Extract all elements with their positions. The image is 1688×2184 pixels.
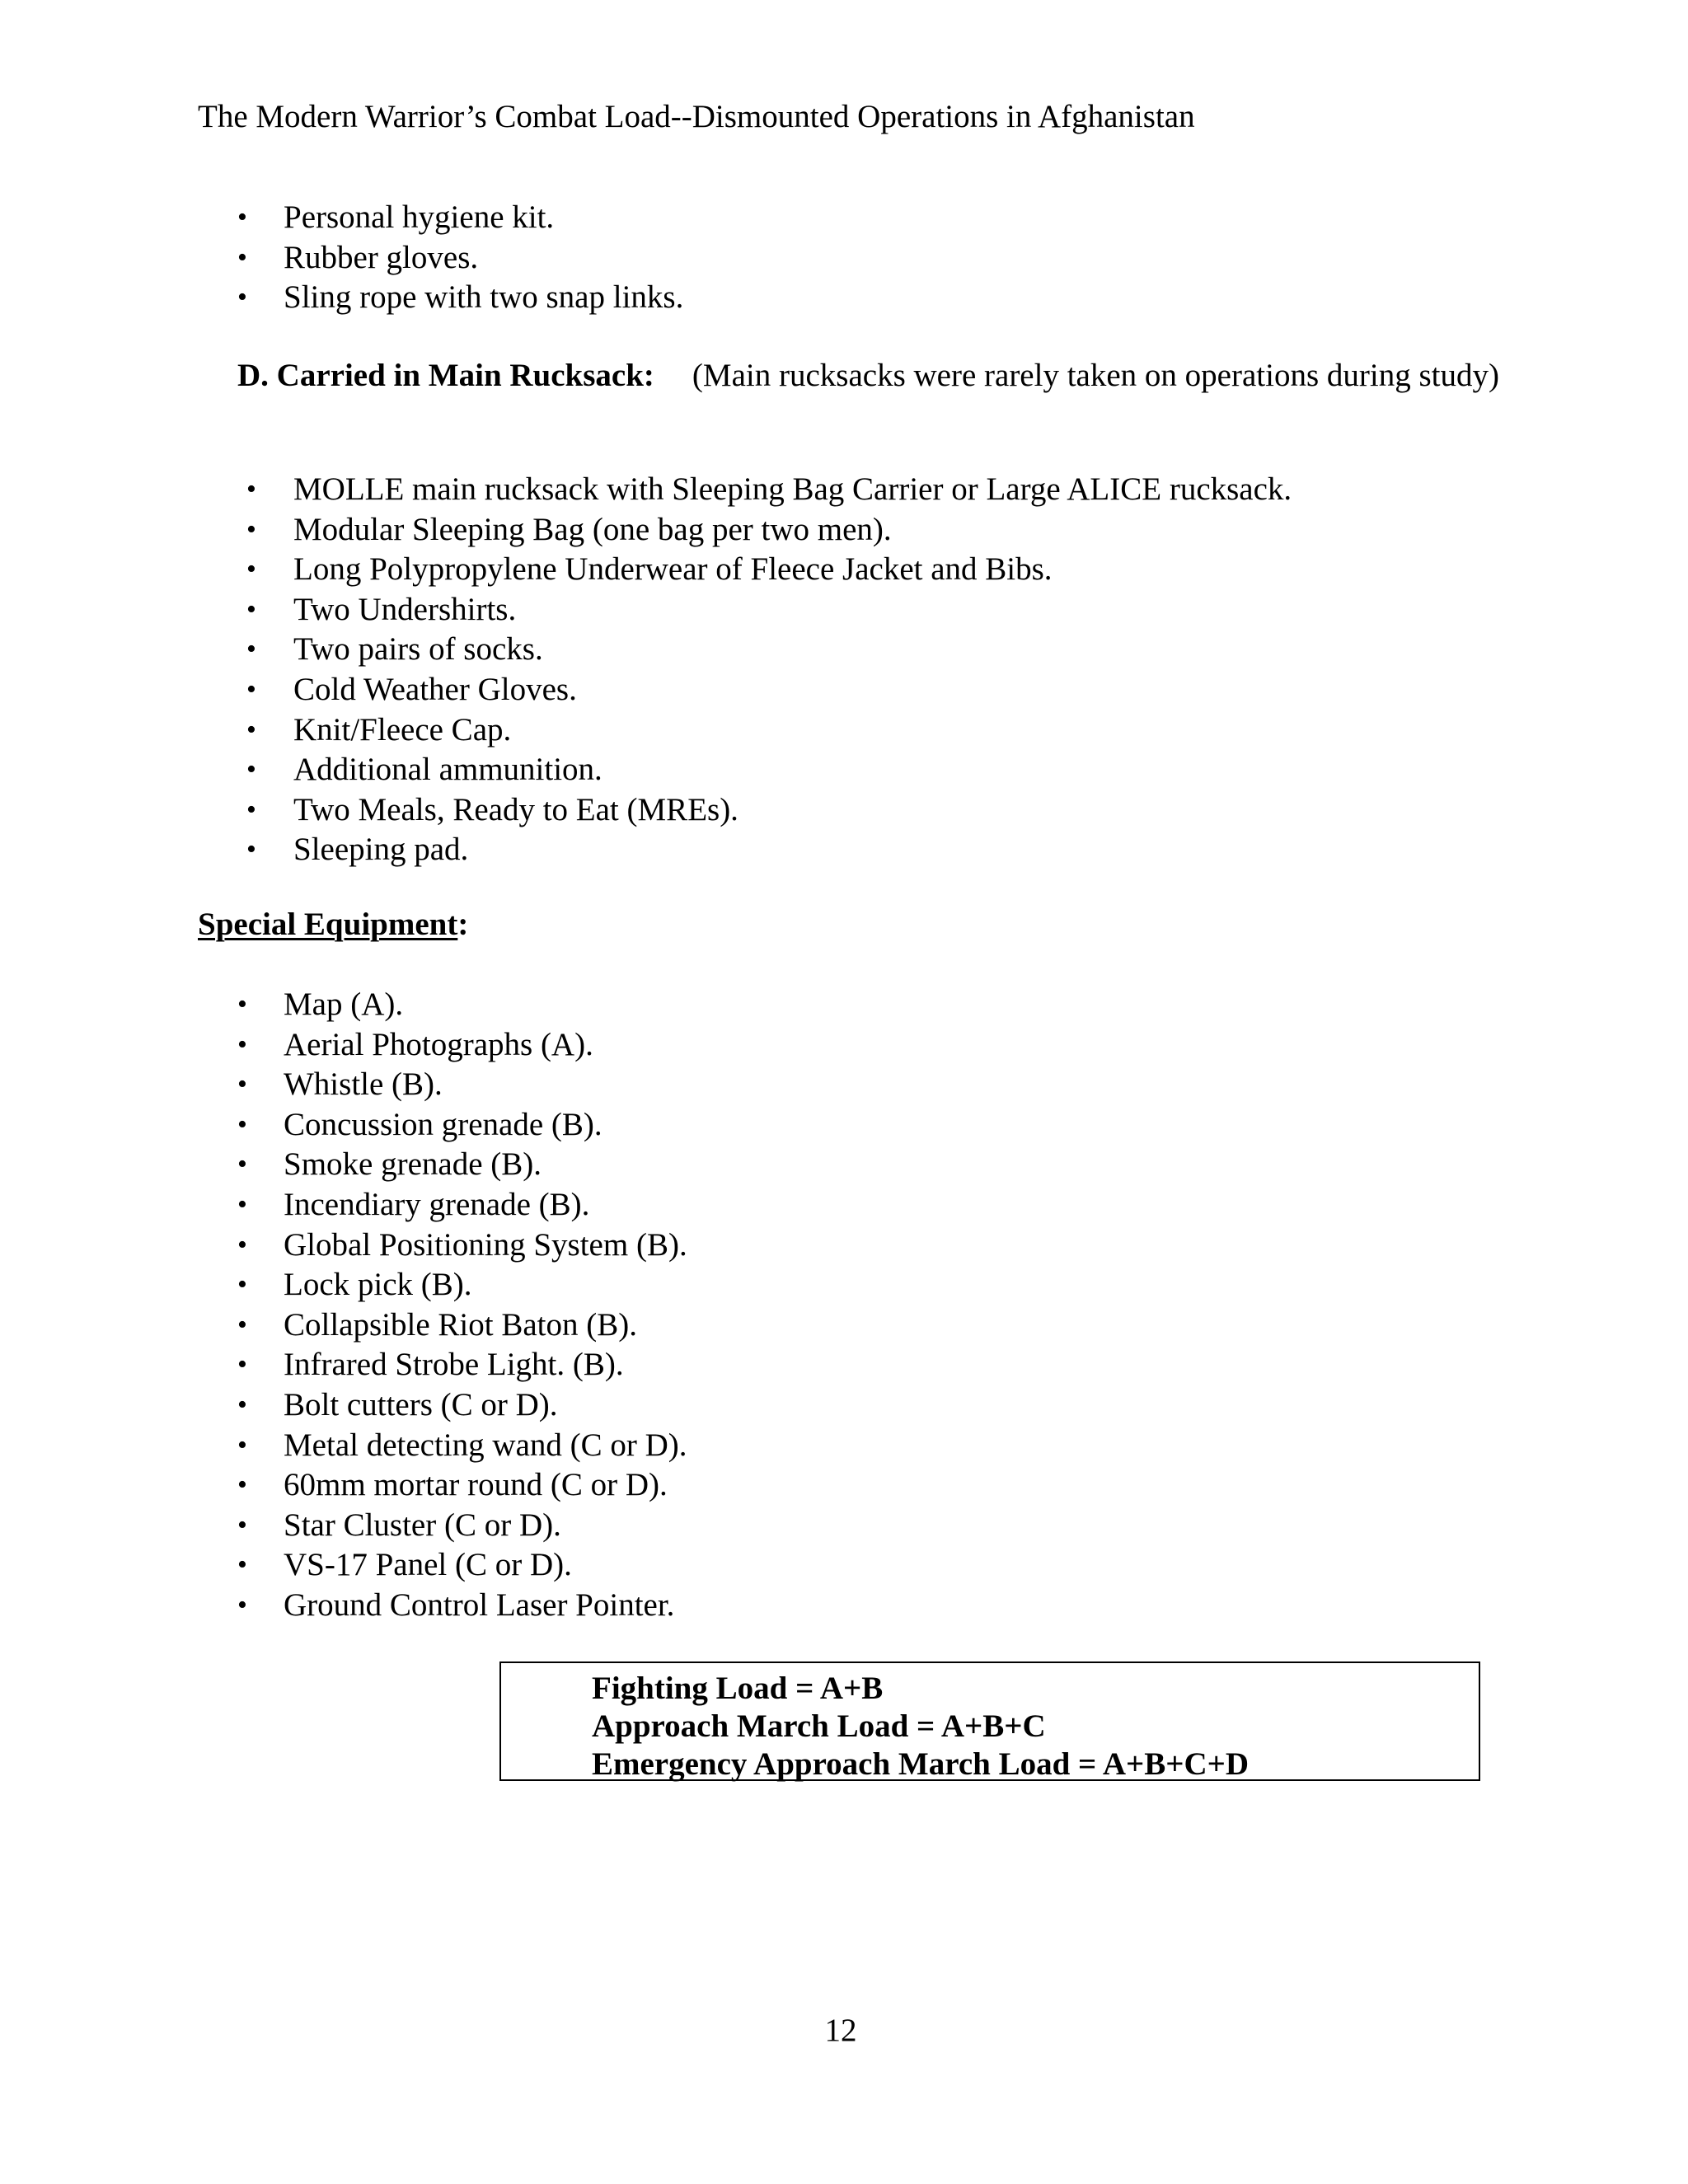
bullet-icon: • xyxy=(246,634,256,665)
load-formula-box xyxy=(499,1661,1480,1781)
list-item-text: Personal hygiene kit. xyxy=(284,199,555,235)
list-item xyxy=(246,750,1292,790)
bullet-icon: • xyxy=(237,282,247,313)
emergency-approach-march-load-formula: Emergency Approach March Load = A+B+C+D xyxy=(592,1746,1250,1782)
list-item-text: Collapsible Riot Baton (B). xyxy=(284,1306,637,1343)
bullet-icon: • xyxy=(237,1029,247,1060)
list-item xyxy=(246,790,1292,831)
list-item xyxy=(246,710,1292,751)
bullet-icon: • xyxy=(246,834,256,865)
list-item-text: Incendiary grenade (B). xyxy=(284,1186,590,1222)
section-d-note: (Main rucksacks were rarely taken on operations during study) xyxy=(692,358,1499,393)
list-item xyxy=(237,1185,687,1226)
list-item-text: VS-17 Panel (C or D). xyxy=(284,1547,572,1583)
list-item-text: Aerial Photographs (A). xyxy=(284,1026,593,1062)
list-item-text: Long Polypropylene Underwear of Fleece Jacket and Bibs. xyxy=(293,551,1053,588)
list-item xyxy=(237,1025,687,1066)
list-item xyxy=(237,1586,687,1626)
approach-march-load-formula: Approach March Load = A+B+C xyxy=(592,1708,1046,1744)
bullet-icon: • xyxy=(237,1149,247,1180)
list-item-text: Two pairs of socks. xyxy=(293,631,543,668)
special-equipment-list xyxy=(237,985,687,1626)
list-item xyxy=(237,1345,687,1385)
list-item xyxy=(246,470,1292,510)
list-item xyxy=(237,278,684,318)
bullet-icon: • xyxy=(237,1469,247,1501)
list-item xyxy=(237,1385,687,1426)
section-d-heading: D. Carried in Main Rucksack: xyxy=(237,358,654,393)
list-item-text: Map (A). xyxy=(284,987,404,1022)
list-item-text: Infrared Strobe Light. (B). xyxy=(284,1347,624,1383)
list-item-text: Concussion grenade (B). xyxy=(284,1106,603,1142)
bullet-icon: • xyxy=(246,714,256,745)
list-item-text: Rubber gloves. xyxy=(284,239,479,275)
list-item xyxy=(246,670,1292,710)
list-item xyxy=(237,1545,687,1586)
list-item-text: Smoke grenade (B). xyxy=(284,1146,542,1183)
list-item xyxy=(237,1305,687,1346)
list-item-text: Metal detecting wand (C or D). xyxy=(284,1427,687,1463)
list-item-text: 60mm mortar round (C or D). xyxy=(284,1467,668,1503)
list-item xyxy=(237,985,687,1025)
bullet-icon: • xyxy=(237,1509,247,1540)
bullet-icon: • xyxy=(237,989,247,1019)
bullet-icon: • xyxy=(246,474,256,504)
list-item-text: Lock pick (B). xyxy=(284,1267,472,1303)
list-item-text: Cold Weather Gloves. xyxy=(293,671,577,707)
bullet-icon: • xyxy=(237,1108,247,1140)
list-item-text: Sling rope with two snap links. xyxy=(284,279,684,316)
list-item xyxy=(237,1265,687,1305)
bullet-icon: • xyxy=(237,241,247,273)
bullet-icon: • xyxy=(246,513,256,545)
list-item xyxy=(246,510,1292,551)
list-item-text: Two Meals, Ready to Eat (MREs). xyxy=(293,791,738,827)
fighting-load-formula: Fighting Load = A+B xyxy=(592,1671,884,1706)
list-item-text: Ground Control Laser Pointer. xyxy=(284,1586,675,1623)
main-rucksack-list xyxy=(246,470,1292,870)
list-item-text: Modular Sleeping Bag (one bag per two men). xyxy=(293,511,892,547)
bullet-icon: • xyxy=(246,593,256,625)
list-item xyxy=(246,830,1292,870)
list-item xyxy=(237,1506,687,1546)
special-equipment-colon: : xyxy=(457,907,469,942)
list-item-text: Two Undershirts. xyxy=(293,591,517,627)
list-item xyxy=(237,1145,687,1185)
list-item xyxy=(237,1065,687,1105)
list-item xyxy=(237,238,683,279)
bullet-icon: • xyxy=(237,1069,247,1100)
bullet-icon: • xyxy=(237,202,247,232)
bullet-icon: • xyxy=(237,1188,247,1220)
bullet-icon: • xyxy=(246,794,256,825)
bullet-icon: • xyxy=(237,1309,247,1340)
bullet-icon: • xyxy=(237,1549,247,1581)
page-number: 12 xyxy=(824,2013,857,2048)
bullet-icon: • xyxy=(237,1269,247,1301)
list-item xyxy=(237,1465,687,1506)
bullet-icon: • xyxy=(237,1389,247,1420)
list-item xyxy=(237,1426,687,1466)
special-equipment-title: Special Equipment xyxy=(198,907,458,942)
list-item-text: MOLLE main rucksack with Sleeping Bag Carrier or Large ALICE rucksack. xyxy=(293,471,1292,507)
bullet-icon: • xyxy=(237,1229,247,1260)
list-item-text: Global Positioning System (B). xyxy=(284,1226,687,1263)
special-equipment-heading xyxy=(198,905,468,945)
list-item xyxy=(246,550,1292,590)
bullet-icon: • xyxy=(237,1589,247,1620)
list-item-text: Sleeping pad. xyxy=(293,832,469,868)
list-item xyxy=(246,590,1292,630)
list-item xyxy=(237,198,683,238)
bullet-icon: • xyxy=(246,554,256,585)
list-item-text: Bolt cutters (C or D). xyxy=(284,1386,558,1422)
list-item-text: Knit/Fleece Cap. xyxy=(293,711,512,748)
bullet-icon: • xyxy=(237,1349,247,1380)
section-d-paragraph xyxy=(198,356,1500,396)
bullet-icon: • xyxy=(246,754,256,785)
bullet-icon: • xyxy=(246,673,256,705)
list-item xyxy=(246,630,1292,670)
list-item-text: Star Cluster (C or D). xyxy=(284,1507,561,1543)
bullet-icon: • xyxy=(237,1429,247,1460)
list-item-text: Whistle (B). xyxy=(284,1066,443,1103)
list-item-text: Additional ammunition. xyxy=(293,752,603,788)
hygiene-items-list xyxy=(237,198,684,318)
list-item xyxy=(237,1226,687,1266)
list-item xyxy=(237,1105,687,1146)
formula-lines xyxy=(592,1670,1249,1783)
page-header-title: The Modern Warrior’s Combat Load--Dismounted Operations in Afghanistan xyxy=(198,99,1195,134)
